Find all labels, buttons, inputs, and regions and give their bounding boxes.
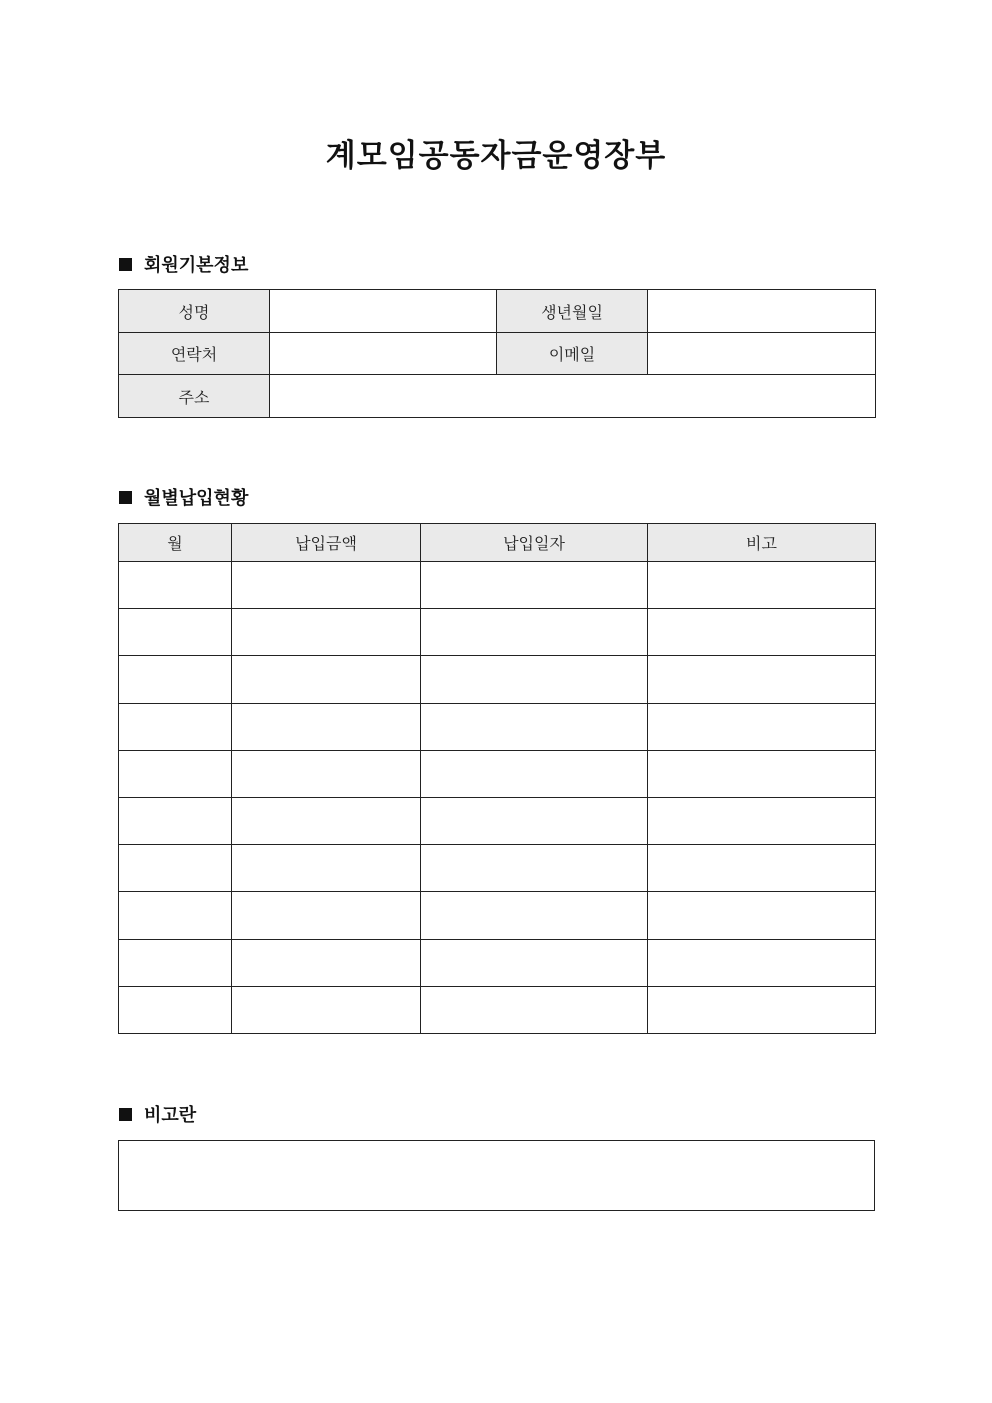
amount-cell[interactable] <box>232 797 421 844</box>
column-header-date: 납입일자 <box>421 524 648 562</box>
date-cell[interactable] <box>421 562 648 609</box>
note-cell[interactable] <box>648 656 876 703</box>
note-cell[interactable] <box>648 703 876 750</box>
square-bullet-icon <box>119 491 132 504</box>
page-title: 계모임공동자금운영장부 <box>325 138 667 174</box>
payment-status-heading-text: 월별납입현황 <box>144 488 249 509</box>
birthdate-label: 생년월일 <box>497 290 648 333</box>
column-header-amount: 납입금액 <box>232 524 421 562</box>
month-cell[interactable] <box>119 656 232 703</box>
date-cell[interactable] <box>421 703 648 750</box>
date-cell[interactable] <box>421 656 648 703</box>
birthdate-field[interactable] <box>648 290 876 333</box>
month-cell[interactable] <box>119 797 232 844</box>
date-cell[interactable] <box>421 609 648 656</box>
note-cell[interactable] <box>648 845 876 892</box>
amount-cell[interactable] <box>232 656 421 703</box>
month-cell[interactable] <box>119 986 232 1033</box>
email-label: 이메일 <box>497 333 648 375</box>
table-row <box>119 609 876 656</box>
name-label: 성명 <box>119 290 270 333</box>
note-cell[interactable] <box>648 939 876 986</box>
table-row <box>119 750 876 797</box>
payment-table <box>118 523 876 1034</box>
member-info-heading-text: 회원기본정보 <box>144 255 249 276</box>
column-header-note: 비고 <box>648 524 876 562</box>
month-cell[interactable] <box>119 892 232 939</box>
amount-cell[interactable] <box>232 703 421 750</box>
table-row <box>119 845 876 892</box>
date-cell[interactable] <box>421 986 648 1033</box>
remarks-box[interactable] <box>118 1140 875 1211</box>
note-cell[interactable] <box>648 609 876 656</box>
month-cell[interactable] <box>119 562 232 609</box>
contact-field[interactable] <box>270 333 497 375</box>
payment-status-heading <box>119 484 248 510</box>
address-field[interactable] <box>270 375 876 418</box>
square-bullet-icon <box>119 258 132 271</box>
note-cell[interactable] <box>648 750 876 797</box>
month-cell[interactable] <box>119 609 232 656</box>
date-cell[interactable] <box>421 845 648 892</box>
remarks-heading-text: 비고란 <box>144 1105 197 1126</box>
month-cell[interactable] <box>119 703 232 750</box>
date-cell[interactable] <box>421 797 648 844</box>
note-cell[interactable] <box>648 892 876 939</box>
date-cell[interactable] <box>421 750 648 797</box>
amount-cell[interactable] <box>232 562 421 609</box>
contact-label: 연락처 <box>119 333 270 375</box>
amount-cell[interactable] <box>232 750 421 797</box>
amount-cell[interactable] <box>232 845 421 892</box>
note-cell[interactable] <box>648 797 876 844</box>
amount-cell[interactable] <box>232 986 421 1033</box>
month-cell[interactable] <box>119 939 232 986</box>
month-cell[interactable] <box>119 845 232 892</box>
table-row <box>119 797 876 844</box>
name-field[interactable] <box>270 290 497 333</box>
table-row <box>119 656 876 703</box>
address-label: 주소 <box>119 375 270 418</box>
date-cell[interactable] <box>421 939 648 986</box>
column-header-month: 월 <box>119 524 232 562</box>
note-cell[interactable] <box>648 562 876 609</box>
amount-cell[interactable] <box>232 609 421 656</box>
square-bullet-icon <box>119 1108 132 1121</box>
table-row <box>119 892 876 939</box>
table-row <box>119 562 876 609</box>
table-row <box>119 986 876 1033</box>
month-cell[interactable] <box>119 750 232 797</box>
email-field[interactable] <box>648 333 876 375</box>
date-cell[interactable] <box>421 892 648 939</box>
remarks-heading <box>119 1101 196 1127</box>
member-info-heading <box>119 251 248 277</box>
table-row <box>119 703 876 750</box>
table-row <box>119 939 876 986</box>
amount-cell[interactable] <box>232 892 421 939</box>
amount-cell[interactable] <box>232 939 421 986</box>
member-info-table <box>118 289 876 418</box>
note-cell[interactable] <box>648 986 876 1033</box>
